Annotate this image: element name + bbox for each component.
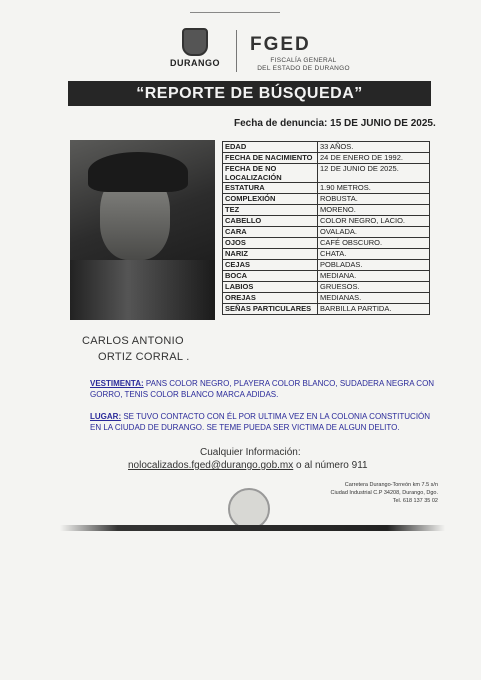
clothing-label: VESTIMENTA: — [90, 379, 144, 388]
row-label: CEJAS — [223, 260, 318, 271]
contact-line — [128, 460, 368, 471]
durango-crest-icon — [182, 28, 208, 56]
row-value: 24 DE ENERO DE 1992. — [318, 153, 430, 164]
complaint-date: Fecha de denuncia: 15 DE JUNIO DE 2025. — [234, 118, 436, 129]
table-row — [223, 249, 430, 260]
durango-logo — [160, 28, 230, 68]
table-row — [223, 304, 430, 315]
row-value: MORENO. — [318, 205, 430, 216]
missing-person-photo — [70, 140, 215, 320]
clothing-text: PANS COLOR NEGRO, PLAYERA COLOR BLANCO, SUDADERA NEGRA CON GORRO, TENIS COLOR BLANCO MARCA ADIDAS. — [90, 379, 435, 399]
row-value: OVALADA. — [318, 227, 430, 238]
table-row — [223, 205, 430, 216]
row-label: LABIOS — [223, 282, 318, 293]
location-label: LUGAR: — [90, 412, 122, 421]
row-value: CHATA. — [318, 249, 430, 260]
table-row — [223, 164, 430, 183]
agency-full-name: FISCALÍA GENERAL DEL ESTADO DE DURANGO — [257, 57, 350, 72]
table-row — [223, 183, 430, 194]
row-value: POBLADAS. — [318, 260, 430, 271]
table-row — [223, 216, 430, 227]
contact-phone-text: o al número 911 — [293, 460, 368, 471]
row-label: FECHA DE NACIMIENTO — [223, 153, 318, 164]
row-value: COLOR NEGRO, LACIO. — [318, 216, 430, 227]
contact-title: Cualquier Información: — [200, 447, 301, 458]
fged-seal-icon — [228, 488, 270, 530]
row-label: CARA — [223, 227, 318, 238]
footer-rule — [60, 525, 445, 531]
person-name-line2: ORTIZ CORRAL . — [98, 351, 190, 363]
description-table — [222, 141, 430, 315]
row-label: TEZ — [223, 205, 318, 216]
photo-cap — [88, 152, 188, 192]
row-value: ROBUSTA. — [318, 194, 430, 205]
row-label: OJOS — [223, 238, 318, 249]
contact-email-link[interactable]: nolocalizados.fged@durango.gob.mx — [128, 460, 294, 471]
table-row — [223, 271, 430, 282]
row-value: MEDIANA. — [318, 271, 430, 282]
row-label: NARIZ — [223, 249, 318, 260]
row-value: MEDIANAS. — [318, 293, 430, 304]
row-label: SEÑAS PARTICULARES — [223, 304, 318, 315]
agency-address: Carretera Durango-Torreón km 7.5 s/n Ciudad Industrial C.P 34208, Durango, Dgo. Tel. 618 137 35 02 — [330, 482, 438, 504]
row-label: EDAD — [223, 142, 318, 153]
durango-label: DURANGO — [170, 58, 220, 68]
row-value: BARBILLA PARTIDA. — [318, 304, 430, 315]
person-name-line1: CARLOS ANTONIO — [82, 335, 184, 347]
row-value: 12 DE JUNIO DE 2025. — [318, 164, 430, 183]
table-row — [223, 194, 430, 205]
row-value: GRUESOS. — [318, 282, 430, 293]
row-label: COMPLEXIÓN — [223, 194, 318, 205]
table-row — [223, 238, 430, 249]
row-label: ESTATURA — [223, 183, 318, 194]
row-label: BOCA — [223, 271, 318, 282]
row-label: FECHA DE NO LOCALIZACIÓN — [223, 164, 318, 183]
table-row — [223, 227, 430, 238]
report-title: “REPORTE DE BÚSQUEDA” — [68, 81, 431, 106]
row-value: CAFÉ OBSCURO. — [318, 238, 430, 249]
row-value: 1.90 METROS. — [318, 183, 430, 194]
table-row — [223, 293, 430, 304]
table-row — [223, 142, 430, 153]
row-label: OREJAS — [223, 293, 318, 304]
table-row — [223, 260, 430, 271]
top-scan-line — [190, 12, 280, 13]
table-row — [223, 153, 430, 164]
row-label: CABELLO — [223, 216, 318, 227]
location-text: SE TUVO CONTACTO CON ÉL POR ULTIMA VEZ EN LA COLONIA CONSTITUCIÓN EN LA CIUDAD DE DURANGO. SE TEME PUEDA SER VICTIMA DE ALGUN DELITO. — [90, 412, 431, 432]
clothing-description — [90, 378, 435, 400]
table-row — [223, 282, 430, 293]
agency-short-name: FGED — [250, 34, 311, 55]
header-divider — [236, 30, 237, 72]
location-description — [90, 411, 435, 433]
photo-jacket — [70, 260, 215, 320]
row-value: 33 AÑOS. — [318, 142, 430, 153]
